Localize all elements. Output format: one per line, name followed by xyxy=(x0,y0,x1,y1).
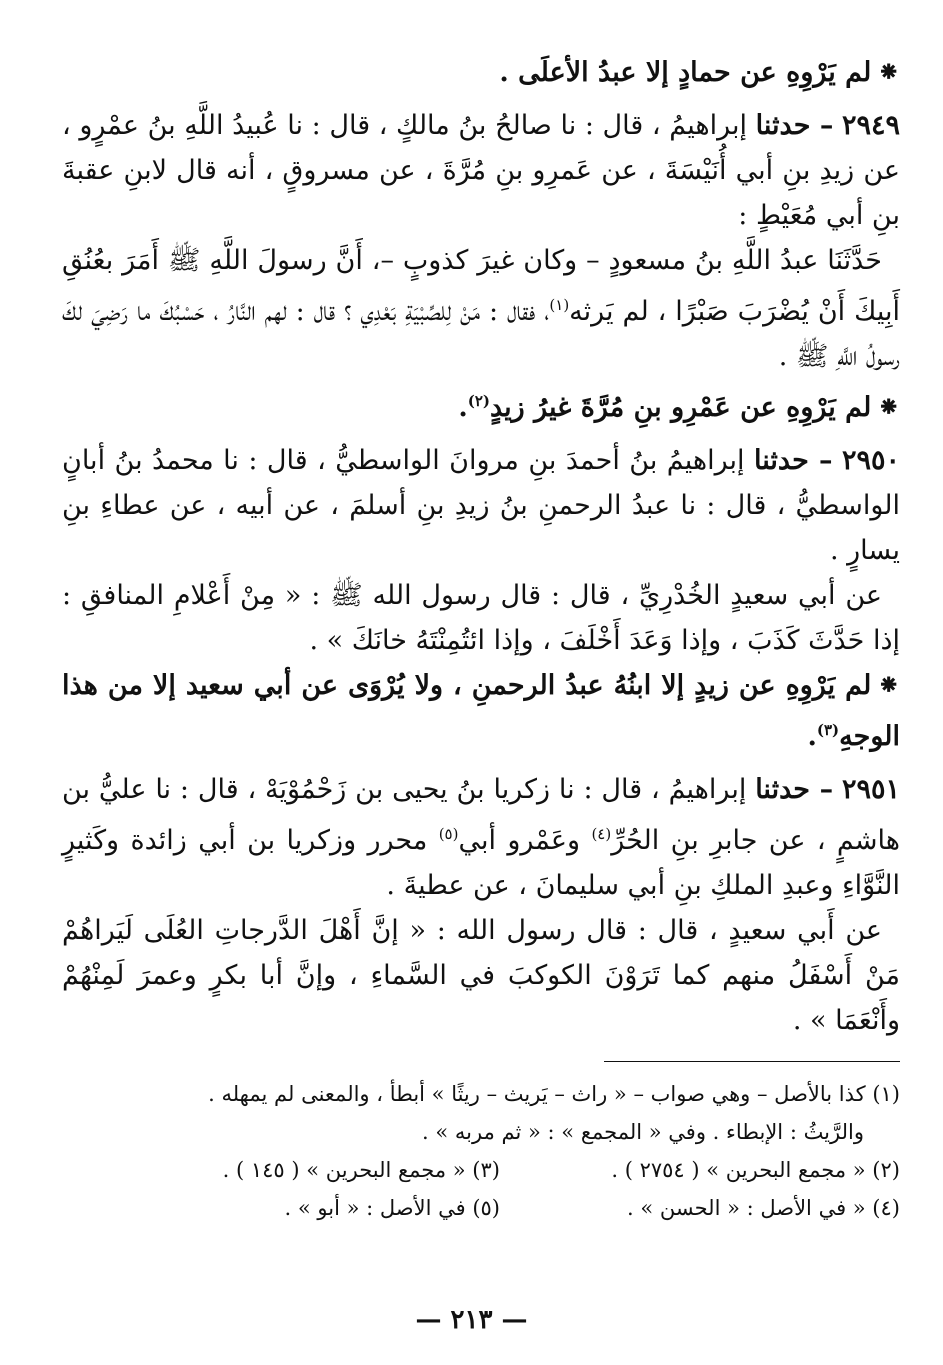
hadith-opener: – حدثنا xyxy=(755,110,834,141)
period: . xyxy=(807,721,817,752)
hadith-isnad: إبراهيمُ بنُ أحمدَ بنِ مروانَ الواسطيُّ ، قال : نا محمدُ بنُ أبانٍ الواسطيُّ ، قال : نا عبدُ الرحمنِ بنُ زيدِ بنِ أسلمَ ، عن أبيه ، عن عطاءِ بنِ يسارٍ . xyxy=(62,445,900,566)
commentary-note xyxy=(62,379,900,430)
footnotes xyxy=(100,1075,900,1227)
commentary-text: لم يَرْوِهِ عن زيدٍ إلا ابنُهُ عبدُ الرحمنِ ، ولا يُرْوَى عن أبي سعيد إلا من هذا الوجهِ xyxy=(62,670,900,752)
matn-text: حَدَّثَنَا عبدُ اللَّهِ بنُ مسعودٍ – وكان غيرَ كذوبٍ –، أَنَّ رسولَ اللَّهِ ﷺ أَمَرَ بعُنُقِ أَبِيكَ أَنْ يُضْرَبَ صَبْرًا ، لم يَرثه xyxy=(62,245,900,327)
hadith-isnad: إبراهيمُ ، قال : نا صالحُ بنُ مالكٍ ، قال : نا عُبيدُ اللَّهِ بنُ عمْرٍو ، عن زيدِ بنِ أبي أُنَيْسَةَ ، عن عَمرِو بنِ مُرَّةَ ، عن مسروقٍ ، أنه قال لابنِ عقبةَ بنِ أبي مُعَيْطٍ : xyxy=(62,110,900,231)
page-body xyxy=(62,50,900,1043)
hadith-opener: – حدثنا xyxy=(754,445,833,476)
hadith-2949 xyxy=(62,103,900,238)
hadith-2950 xyxy=(62,438,900,573)
footnote-4: (٤) « في الأصل : « الحسن » . xyxy=(627,1196,900,1220)
hadith-2951 xyxy=(62,767,900,908)
footnote-1-cont: والرَّيثُ : الإبطاء . وفي « المجمع » : « ثم مربه » . xyxy=(422,1120,864,1144)
matn-text: عن أبي سعيدٍ الخُدْرِيِّ ، قال : قال رسول الله ﷺ : « مِنْ أَعْلامِ المنافقِ : إذا حَدَّثَ كَذَبَ ، وإذا وَعَدَ أَخْلَفَ ، وإذا ائتُمِنْتَهُ خانَكَ » . xyxy=(62,580,900,656)
asterisk-icon: ⁕ xyxy=(877,670,900,701)
page-number: — ٢١٣ — xyxy=(415,1305,528,1335)
footnote-ref: (٣) xyxy=(816,721,840,739)
hadith-number: ٢٩٥١ xyxy=(842,774,901,805)
hadith-number: ٢٩٤٩ xyxy=(841,110,900,141)
commentary-text: لم يَرْوِهِ عن عَمْرِو بنِ مُرَّةَ غيرُ زيدٍ xyxy=(490,392,872,423)
hadith-isnad-mid: وعَمْرو أبي xyxy=(458,825,592,856)
asterisk-icon: ⁕ xyxy=(877,392,900,423)
hadith-matn xyxy=(62,908,900,1043)
footnote-ref: (٤) xyxy=(591,825,612,843)
asterisk-icon: ⁕ xyxy=(877,57,900,88)
hadith-opener: – حدثنا xyxy=(755,774,834,805)
hadith-matn xyxy=(62,573,900,663)
footnote-ref: (١) xyxy=(549,296,570,314)
footnote-row xyxy=(100,1151,900,1189)
hadith-isnad-cont: محرر وزكريا بن أبي زائدة وكَثيرٍ النَّوَّاءِ وعبدِ الملكِ بنِ أبي سليمانَ ، عن عطيةَ . xyxy=(62,825,900,901)
commentary-text: لم يَرْوِهِ عن حمادٍ إلا عبدُ الأعلَى . xyxy=(499,57,872,88)
period: . xyxy=(458,392,468,423)
matn-text: عن أَبي سعيدٍ ، قال : قال رسول الله : « إنَّ أَهْلَ الدَّرجاتِ العُلَى لَيَراهُمْ مَنْ أَسْفَلُ منهم كما تَرَوْنَ الكوكبَ في السَّماءِ ، وإنَّ أبا بكرٍ وعمرَ لَمِنْهُمْ وأَنْعَمَا » . xyxy=(62,915,900,1036)
footnote-3: (٣) « مجمع البحرين » ( ١٤٥ ) . xyxy=(222,1158,500,1182)
footnote-5: (٥) في الأصل : « أبو » . xyxy=(284,1196,500,1220)
commentary-note xyxy=(62,663,900,759)
footnote-divider xyxy=(604,1061,900,1062)
hadith-number: ٢٩٥٠ xyxy=(842,445,901,476)
commentary-note xyxy=(62,50,900,95)
footnote-row xyxy=(100,1189,900,1227)
footnote-ref: (٢) xyxy=(467,392,490,410)
footnote-1: (١) كذا بالأصل – وهي صواب – « راث – يَريث – ريثًا » أبطأ ، والمعنى لم يمهله . xyxy=(208,1082,900,1106)
matn-text-cont: ، فقال : مَنْ لِلصِّبْيَةِ بَعْدِي ؟ قال : لهم النَّارُ ، حَسْبُكَ ما رَضِيَ لكَ رسولُ اللَّهِ ﷺ . xyxy=(62,296,900,372)
footnote-2: (٢) « مجمع البحرين » ( ٢٧٥٤ ) . xyxy=(611,1158,900,1182)
hadith-matn xyxy=(62,238,900,379)
hadith-isnad: إبراهيمُ ، قال : نا زكريا بنُ يحيى بن زَحْمُوْيَهْ ، قال : نا عليُّ بن هاشمٍ ، عن جابرِ بنِ الحُرِّ xyxy=(62,774,900,856)
footnote-ref: (٥) xyxy=(438,825,459,843)
